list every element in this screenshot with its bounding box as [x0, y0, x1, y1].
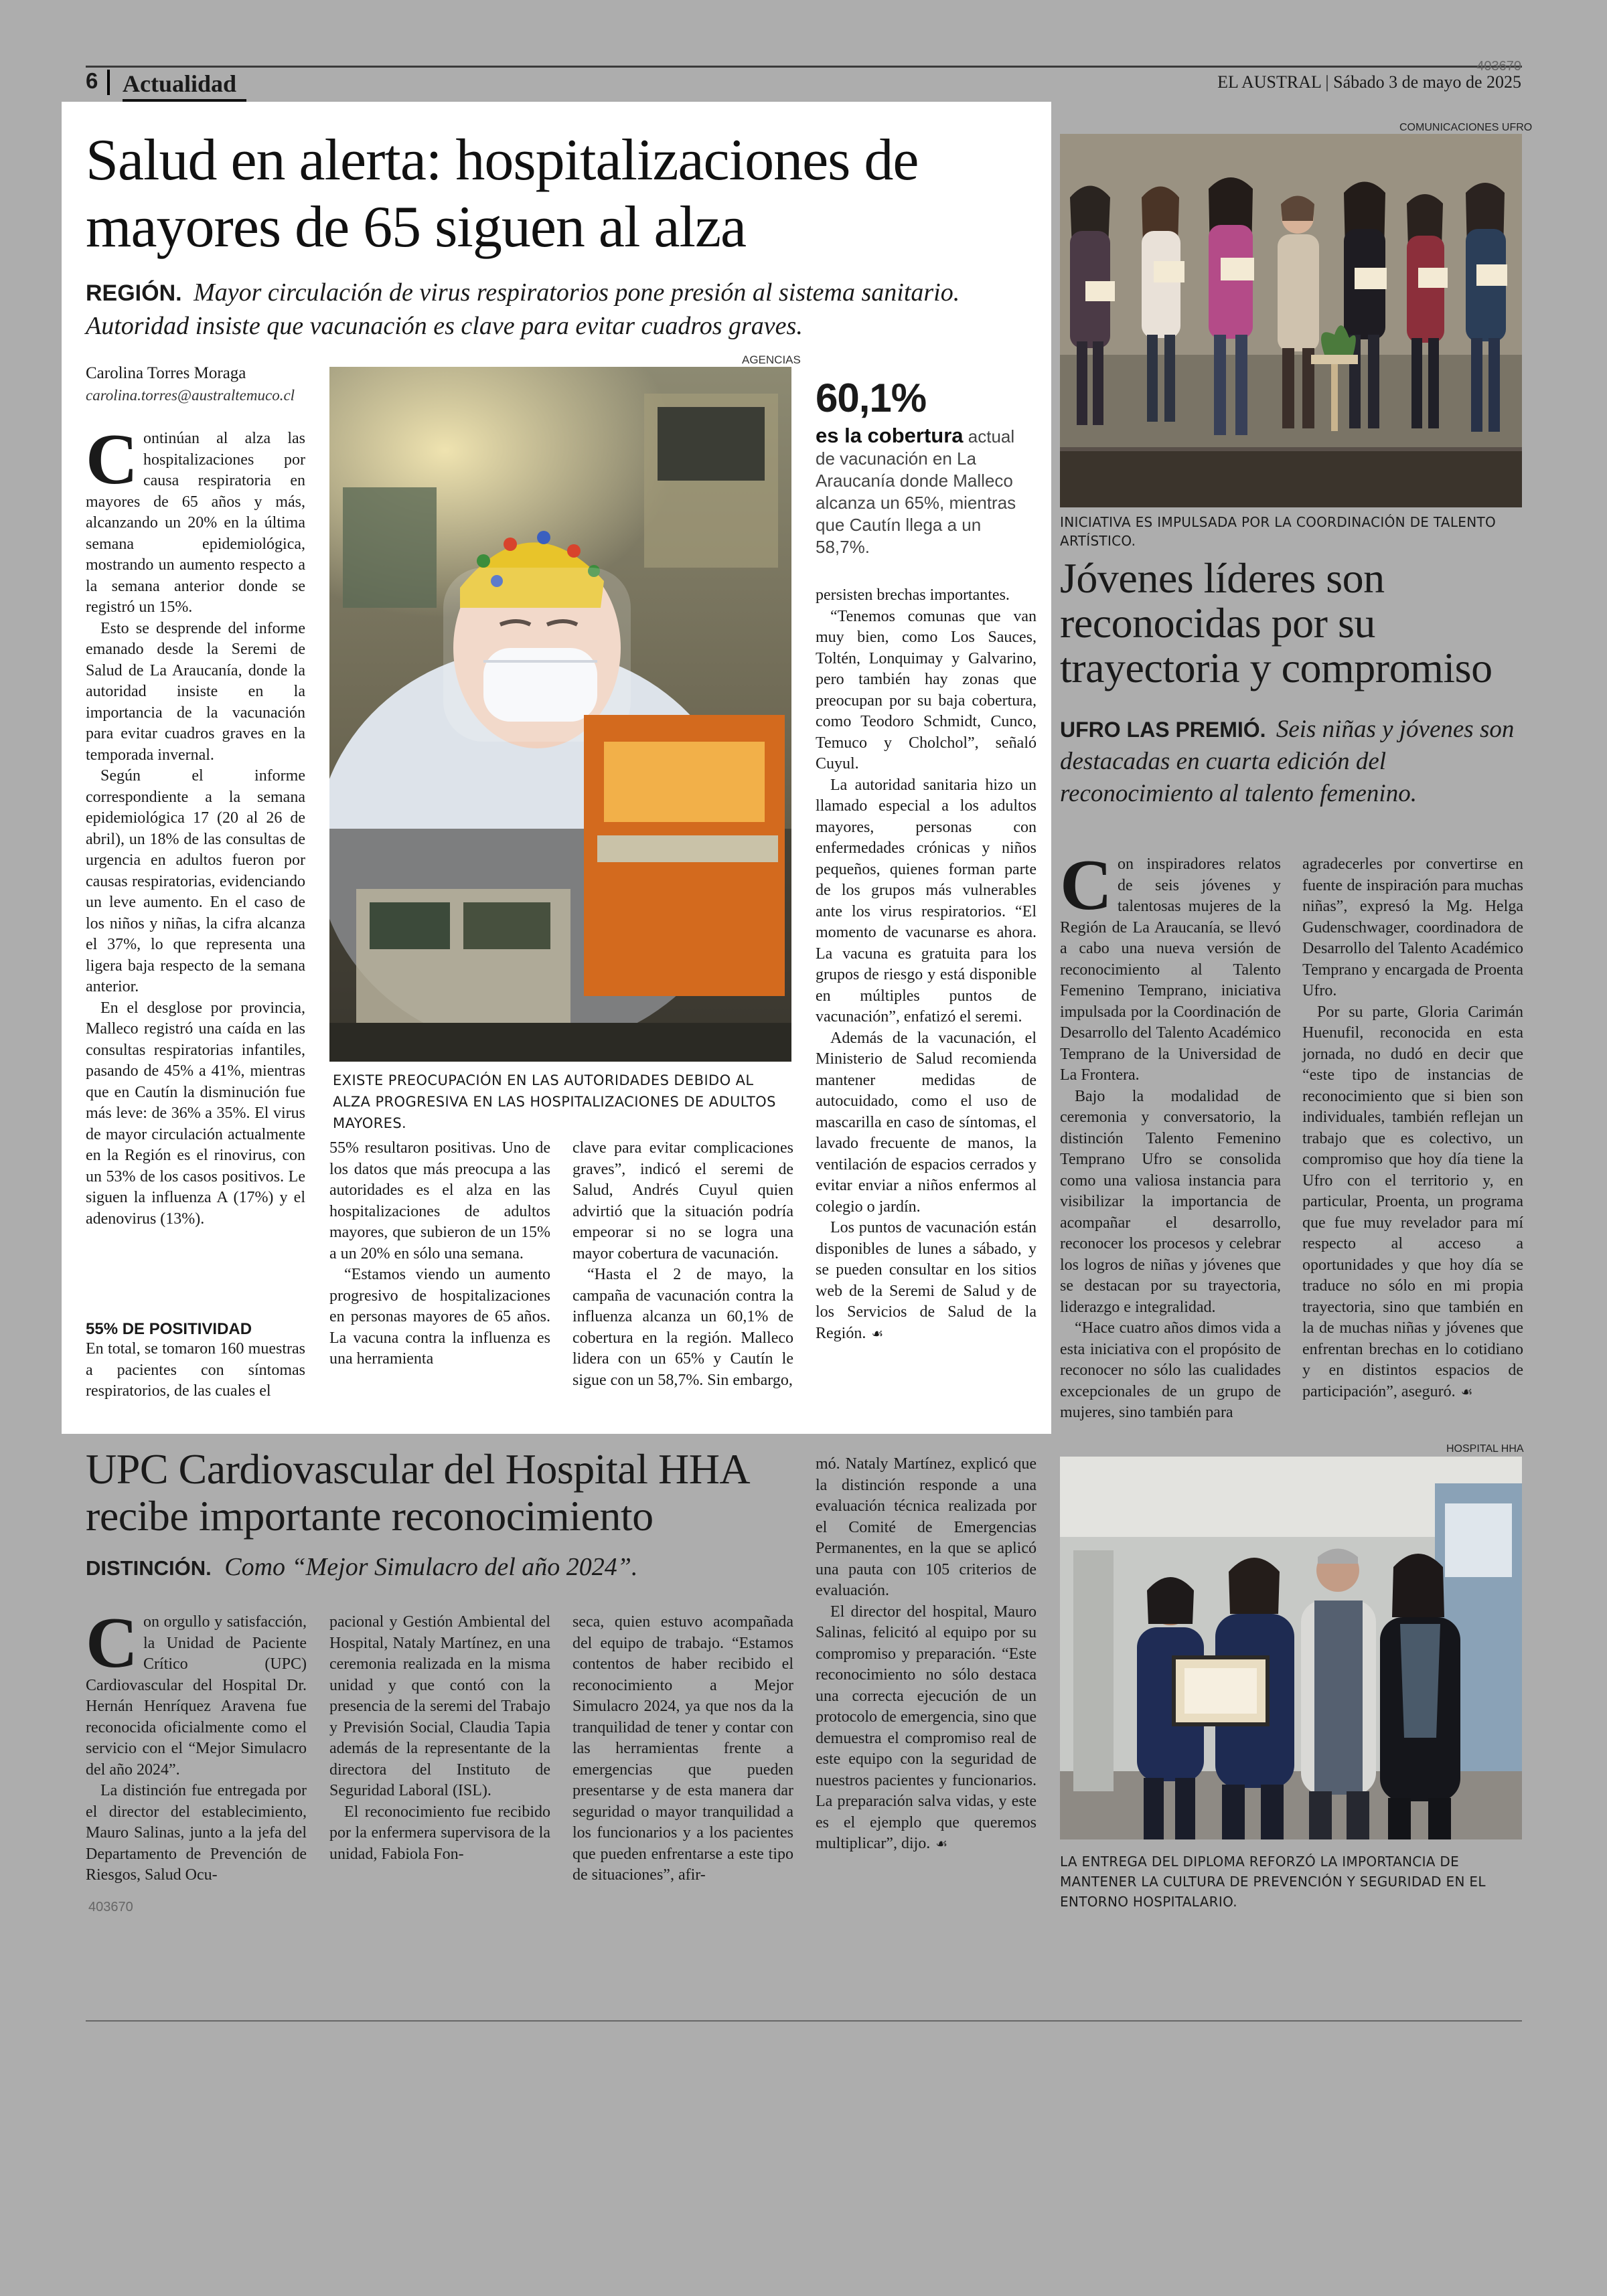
photo-credit: HOSPITAL HHA [1446, 1443, 1524, 1455]
drop-cap: C [86, 420, 138, 499]
upc-kicker: DISTINCIÓN. [86, 1556, 212, 1580]
hha-diploma-photo [1060, 1457, 1522, 1839]
ufro-deck: Seis niñas y jóvenes son destacadas en cuarta edición del reconocimiento al talento femenino. [1060, 716, 1515, 807]
ufro-lede [1060, 714, 1522, 810]
paragraph: “Hasta el 2 de mayo, la campaña de vacunación contra la influenza alcanza un 60,1% de cobertura en la región. Malleco lidera con un 65% y Cautín le sigue con un 58,7%. Sin embargo, [572, 1266, 793, 1389]
main-column-1-bottom [86, 1320, 305, 1402]
ufro-kicker: UFRO LAS PREMIÓ. [1060, 718, 1266, 742]
paragraph: on orgullo y satisfacción, la Unidad de Paciente Crítico (UPC) Cardiovascular del Hospital Dr. Hernán Henríquez Aravena fue reconocida oficialmente como el servicio con el “Mejor Simulacro del año 2024”. [86, 1613, 307, 1779]
drop-cap: C [1060, 845, 1112, 925]
end-mark-icon: ☙ [935, 1835, 948, 1852]
paragraph [816, 1602, 1037, 1855]
main-photo-caption: EXISTE PREOCUPACIÓN EN LAS AUTORIDADES DEBIDO AL ALZA PROGRESIVA EN LAS HOSPITALIZACIONES DE ADULTOS MAYORES. [333, 1072, 776, 1131]
paragraph: “Tenemos comunas que van muy bien, como Los Sauces, Toltén, Lonquimay y Galvarino, pero también hay zonas que preocupan por su baja cobertura, como Teodoro Schmidt, Cunco, Temuco y Cholchol”, señaló Cuyul. [816, 607, 1037, 772]
paragraph: agradecerles por convertirse en fuente de inspiración para muchas niñas”, expresó la Mg. Helga Gudenschwager, coordinadora de Desarrollo del Talento Académico Temprano y encargada de Proenta Ufro. [1302, 855, 1523, 999]
end-mark-icon: ☙ [1460, 1383, 1473, 1400]
paragraph: clave para evitar complicaciones graves”, indicó el seremi de Salud, Andrés Cuyul quien advirtió que la situación podría empeorar si no se logra una mayor cobertura de vacunación. [572, 1139, 793, 1262]
upc-column-3 [572, 1612, 793, 1886]
byline-name: Carolina Torres Moraga [86, 364, 246, 382]
main-lede [86, 276, 1037, 343]
paragraph-text: El director del hospital, Mauro Salinas, felicitó al equipo por su compromiso y preparación. “Este reconocimiento no sólo destaca una correcta ejecución de un protocolo de emergencia, sino que demuestra el compromiso real de este equipo con la seguridad de nuestros pacientes y funcionarios. La preparación salva vidas, y este es el ejemplo que queremos multiplicar”, dijo. [816, 1603, 1037, 1852]
paragraph: El reconocimiento fue recibido por la enfermera supervisora de la unidad, Fabiola Fon- [329, 1803, 550, 1863]
main-deck: Mayor circulación de virus respiratorios pone presión al sistema sanitario. Autoridad insiste que vacunación es clave para evitar cuadros graves. [86, 278, 960, 340]
upc-column-4 [816, 1454, 1037, 1855]
main-kicker: REGIÓN. [86, 280, 182, 306]
section-name: Actualidad [123, 70, 237, 97]
paragraph: “Estamos viendo un aumento progresivo de hospitalizaciones en personas mayores de 65 años. La vacuna contra la influenza es una herramienta [329, 1266, 550, 1368]
photo-credit: COMUNICACIONES UFRO [1399, 122, 1533, 133]
upc-headline: UPC Cardiovascular del Hospital HHA recibe importante reconocimiento [86, 1445, 748, 1540]
paragraph: Además de la vacunación, el Ministerio de Salud recomienda mantener medidas de autocuidado, como el uso de mascarilla en caso de síntomas, el lavado frecuente de manos, la ventilación de espacios cerrados y evitar enviar a niños enfermos al colegio o jardín. [816, 1029, 1037, 1216]
clip-code-top: 403670 [1476, 59, 1521, 74]
paragraph: En total, se tomaron 160 muestras a pacientes con síntomas respiratorios, de las cuales el [86, 1340, 305, 1400]
paragraph: seca, quien estuvo acompañada del equipo de trabajo. “Estamos contentos de haber recibido el reconocimiento a Mejor Simulacro 2024, ya que nos da la tranquilidad de tener y contar con las herramientas frente a emergencias que pueden presentarse y de esta manera dar seguridad o mayor tranquilidad a los funcionarios y a los pacientes que pueden enfrentarse a este tipo de situaciones”, afir- [572, 1613, 793, 1884]
ufro-column-2 [1302, 854, 1523, 1402]
paragraph: Esto se desprende del informe emanado desde la Seremi de Salud de La Araucanía, donde la autoridad insiste en la importancia de la vacunación para evitar cuadros graves en la temporada invernal. [86, 619, 305, 764]
paragraph-text: Los puntos de vacunación están disponibles de lunes a sábado, y se pueden consultar en los sitios web de la Seremi de Salud y de los Servicios de Salud de la Región. [816, 1219, 1037, 1342]
paper-date: EL AUSTRAL | Sábado 3 de mayo de 2025 [1217, 72, 1521, 92]
paragraph: 55% resultaron positivas. Uno de los datos que más preocupa a las autoridades es el alza en las hospitalizaciones de adultos mayores, que subieron de un 15% a un 20% en sólo una semana. [329, 1139, 550, 1262]
ufro-group-photo [1060, 134, 1522, 507]
paragraph [1302, 1002, 1523, 1403]
footer-rule [86, 2020, 1522, 2022]
main-subhead: 55% DE POSITIVIDAD [86, 1320, 252, 1338]
paragraph: Bajo la modalidad de ceremonia y conversatorio, la distinción Talento Femenino Temprano Ufro se consolida como una valiosa instancia para visibilizar la importancia de acompañar el desarrollo, reconocer los procesos y celebrar los logros de niñas y jóvenes que se destacan por su trayectoria, liderazgo e integralidad. [1060, 1087, 1281, 1316]
paragraph: pacional y Gestión Ambiental del Hospital, Nataly Martínez, en una ceremonia realizada en la misma unidad y que contó con la presencia de la seremi del Trabajo y Previsión Social, Claudia Tapia además de la representante de la directora del Instituto de Seguridad Laboral (ISL). [329, 1613, 550, 1799]
ufro-headline: Jóvenes líderes son reconocidas por su trayectoria y compromiso [1060, 554, 1493, 691]
upc-column-1 [86, 1603, 307, 1886]
stat-text [816, 424, 1037, 558]
clip-code-bottom: 403670 [88, 1900, 133, 1914]
paragraph: mó. Nataly Martínez, explicó que la distinción responde a una evaluación técnica realizada por el Comité de Emergencias Permanentes, en la que se aplicó una pauta con 105 criterios de evaluación. [816, 1455, 1037, 1599]
main-column-4 [816, 585, 1037, 1344]
ufro-column-1 [1060, 845, 1281, 1424]
main-column-3 [572, 1138, 793, 1391]
photo-credit: AGENCIAS [742, 353, 801, 366]
byline-email[interactable]: carolina.torres@australtemuco.cl [86, 387, 295, 404]
paragraph: on inspiradores relatos de seis jóvenes y talentosas mujeres de la Región de La Araucanía, se llevó a cabo una nueva versión de reconocimiento al Talento Femenino Temprano, iniciativa impulsada por la Coordinación de Desarrollo del Talento Académico Temprano de la Universidad de La Frontera. [1060, 855, 1281, 1084]
paragraph: Según el informe correspondiente a la semana epidemiológica 17 (20 al 26 de abril), un 18% de las consultas de urgencia en adultos fueron por causas respiratorias, evidenciando un leve aumento. En el caso de los niños y niñas, la cifra alcanza el 37%, lo que representa una ligera baja respecto de la semana anterior. [86, 767, 305, 995]
hha-photo-caption: LA ENTREGA DEL DIPLOMA REFORZÓ LA IMPORTANCIA DE MANTENER LA CULTURA DE PREVENCIÓN Y SEGURIDAD EN EL ENTORNO HOSPITALARIO. [1060, 1854, 1486, 1910]
paragraph: ontinúan al alza las hospitalizaciones por causa respiratoria en mayores de 65 años y más, alcanzando un 20% en la última semana epidemiológica, mostrando un aumento respecto a la semana anterior donde se registró un 15%. [86, 430, 305, 616]
upc-column-2 [329, 1612, 550, 1865]
paragraph: En el desglose por provincia, Malleco registró una caída en las consultas respiratorias infantiles, pasando de 45% a 41%, mientras que en Cautín la disminución fue más leve: de 36% a 35%. El virus de mayor circulación actualmente en la Región es el rinovirus, con un 53% de los casos positivos. Le siguen la influenza A (17%) y el adenovirus (13%). [86, 999, 305, 1228]
upc-deck: Como “Mejor Simulacro del año 2024”. [224, 1553, 638, 1581]
page-number: 6 [86, 68, 98, 93]
stat-lead: es la cobertura [816, 424, 964, 447]
page-separator [107, 70, 110, 95]
end-mark-icon: ☙ [871, 1325, 884, 1341]
paragraph: persisten brechas importantes. [816, 586, 1010, 604]
paragraph: “Hace cuatro años dimos vida a esta iniciativa con el propósito de reconocer no sólo las cualidades excepcionales de un grupo de mujeres, sino también para [1060, 1319, 1281, 1421]
drop-cap: C [86, 1603, 138, 1683]
paragraph: La distinción fue entregada por el director del establecimiento, Mauro Salinas, junto a la jefa del Departamento de Prevención de Riesgos, Salud Ocu- [86, 1782, 307, 1884]
main-column-1 [86, 420, 305, 1230]
paragraph-text: Por su parte, Gloria Carimán Huenufil, reconocida en esta jornada, no dudó en decir que “este tipo de instancias de reconocimiento que si bien son individuales, también reflejan un trabajo que es colectivo, un compromiso que hoy día tiene la Ufro con el territorio y, en particular, Proenta, un programa que fue muy revelador para mí respecto al acceso a oportunidades y que hoy día se traduce no sólo en mi propia trayectoria, sino que también en la de muchas niñas y jóvenes que enfrentan brechas en lo cotidiano y en distintos espacios de participación”, aseguró. [1302, 1003, 1523, 1400]
stat-rest: actual de vacunación en La Araucanía donde Malleco alcanza un 65%, mientras que Cautín llega a un 58,7%. [816, 426, 1016, 557]
ufro-photo-caption: INICIATIVA ES IMPULSADA POR LA COORDINACIÓN DE TALENTO ARTÍSTICO. [1060, 514, 1497, 549]
header-rule [86, 66, 1522, 68]
upc-lede [86, 1552, 809, 1582]
main-column-2 [329, 1138, 550, 1370]
paragraph [816, 1218, 1037, 1344]
main-headline: Salud en alerta: hospitalizaciones de mayores de 65 siguen al alza [86, 128, 919, 260]
main-photo-nurse-icu [329, 367, 791, 1062]
paragraph: La autoridad sanitaria hizo un llamado especial a los adultos mayores, personas con enfermedades crónicas y niños pequeños, quienes forman parte de los grupos más vulnerables ante los virus respiratorios. “El momento de vacunarse es ahora. La vacuna es gratuita para los grupos de riesgo y está disponible en múltiples puntos de vacunación”, enfatizó el seremi. [816, 776, 1037, 1026]
stat-number: 60,1% [816, 376, 927, 420]
